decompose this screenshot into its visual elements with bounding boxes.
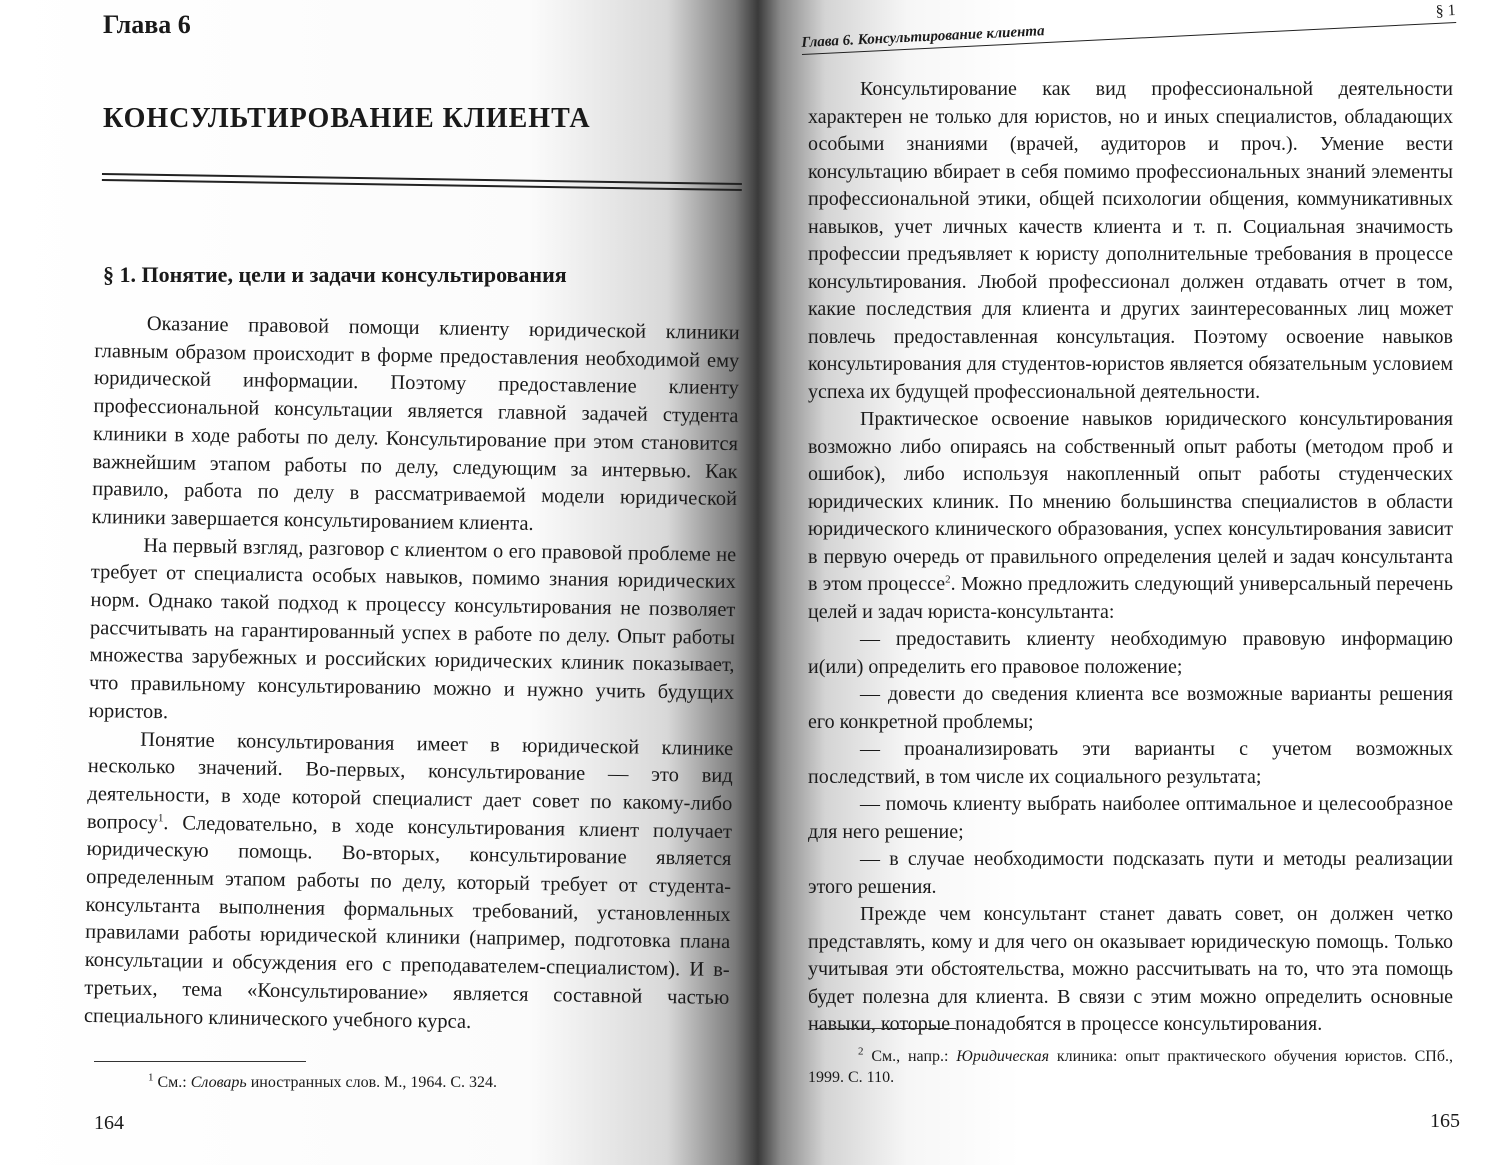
- section-title: § 1. Понятие, цели и задачи консультирования: [103, 262, 567, 287]
- chapter-number: Глава 6: [103, 10, 191, 39]
- footnote-reference: 1: [157, 811, 164, 824]
- running-head-title: Глава 6. Консультирование клиента: [801, 23, 1045, 52]
- footnote-text: клиника: опыт практического обучения юристов. СПб., 1999. С. 110.: [808, 1048, 1453, 1086]
- footnote-mark: 2: [858, 1045, 864, 1058]
- footnote-rule: [94, 1061, 306, 1062]
- paragraph-text: Практическое освоение навыков юридического консультирования возможно либо опираясь на собственный опыт работы (методом проб и ошибок), либо используя накопленный опыт работы студенческих юридических клиник. По мнению большинства специалистов в области юридического клинического образования, успех консультирования зависит в первую очередь от правильного определения целей и задач консультанта в этом процессе: [808, 408, 1453, 595]
- footnote-text: См.:: [153, 1074, 191, 1091]
- footnote-text: иностранных слов. М., 1964. С. 324.: [246, 1074, 498, 1091]
- list-item: — в случае необходимости подсказать пути и методы реализации этого решения.: [808, 848, 1453, 898]
- paragraph: На первый взгляд, разговор с клиентом о его правовой проблеме не требует от специалиста особых навыков, помимо знания юридических норм. Однако такой подход к процессу консультирования не позволяет рассчитывать на гарантированный успех в работе по делу. Опыт работы множества зарубежных и российских юридических клиник показывает, что правильному консультированию можно и нужно учить будущих юристов.: [88, 534, 737, 724]
- list-item: — довести до сведения клиента все возможные варианты решения его конкретной проблемы;: [808, 683, 1453, 733]
- running-head: [800, 0, 1456, 55]
- right-page: [758, 0, 1505, 1165]
- footnote-reference: 2: [945, 573, 951, 586]
- footnote: [148, 1071, 498, 1092]
- footnote-italic: Юридическая: [956, 1048, 1050, 1065]
- paragraph: Консультирование как вид профессиональной деятельности характерен не только для юристов, но и иных специалистов, обладающих особыми знаниями (врачей, аудиторов и проч.). Умение вести консультацию вбирает в себя помимо профессиональных знаний элементы профессиональной этики, общей психологии общения, коммуникативных навыков, учет личных качеств клиента и т. п. Социальная значимость профессии предъявляет к юристу дополнительные требования в процессе консультирования. Любой профессионал должен отдавать отчет в том, какие последствия для клиента и других заинтересованных лиц может повлечь предоставленная консультация. Поэтому освоение навыков консультирования для студентов-юристов является обязательным условием успеха их будущей профессиональной деятельности.: [808, 78, 1453, 403]
- list-item: — проанализировать эти варианты с учетом возможных последствий, в том числе их социального результата;: [808, 738, 1453, 788]
- chapter-title: КОНСУЛЬТИРОВАНИЕ КЛИЕНТА: [103, 103, 591, 134]
- left-page-body: [84, 310, 740, 1040]
- paragraph-text: Понятие консультирования имеет в юридической клинике несколько значений. Во-первых, консультирование — это вид деятельности, в ходе которой специалист дает совет по какому-либо вопросу: [86, 728, 734, 834]
- paragraph-text: . Следовательно, в ходе консультирования клиент получает юридическую помощь. Во-вторых, консультирование является определенным этапом работы по делу, который требует от студента-консультанта выполнения формальных требований, установленных правилами работы юридической клиники (например, подготовка плана консультации и обсуждения его с преподавателем-специалистом). И в-третьих, тема «Консультирование» является составной частью специального клинического учебного курса.: [83, 811, 733, 1033]
- list-item: — предоставить клиенту необходимую правовую информацию и(или) определить его правовое положение;: [808, 628, 1453, 678]
- running-head-section: § 1: [1435, 2, 1457, 20]
- footnote-rule: [816, 1028, 956, 1029]
- chapter-title-rule: [102, 173, 742, 191]
- footnote-italic: Словарь: [190, 1074, 247, 1091]
- footnote: [808, 1046, 1453, 1088]
- paragraph: Прежде чем консультант станет давать совет, он должен четко представлять, кому и для чего он оказывает юридическую помощь. Только учитывая эти обстоятельства, можно рассчитывать на то, что эта помощь будет полезна для клиента. В связи с этим можно определить основные навыки, которые понадобятся в процессе консультирования.: [808, 903, 1453, 1035]
- list-item: — помочь клиенту выбрать наиболее оптимальное и целесообразное для него решение;: [808, 793, 1453, 843]
- paragraph: [84, 725, 734, 1040]
- paragraph-text: . Можно предложить следующий универсальный перечень целей и задач юриста-консультанта:: [808, 573, 1453, 623]
- footnote-mark: 1: [148, 1071, 154, 1084]
- footnote-text: См., напр.:: [863, 1048, 957, 1065]
- page-number: 165: [1430, 1110, 1460, 1132]
- page-number: 164: [94, 1112, 124, 1134]
- right-page-body: [808, 76, 1453, 1039]
- paragraph: [808, 406, 1453, 626]
- paragraph: Оказание правовой помощи клиенту юридической клиники главным образом происходит в форме предоставления необходимой ему юридической информации. Поэтому предоставление клиенту профессиональной консультации является главной задачей студента клиники в ходе работы по делу. Консультирование при этом становится важнейшим этапом работы по делу, следующим за интервью. Как правило, работа по делу в рассматриваемой модели юридической клиники завершается консультированием клиента.: [91, 312, 740, 535]
